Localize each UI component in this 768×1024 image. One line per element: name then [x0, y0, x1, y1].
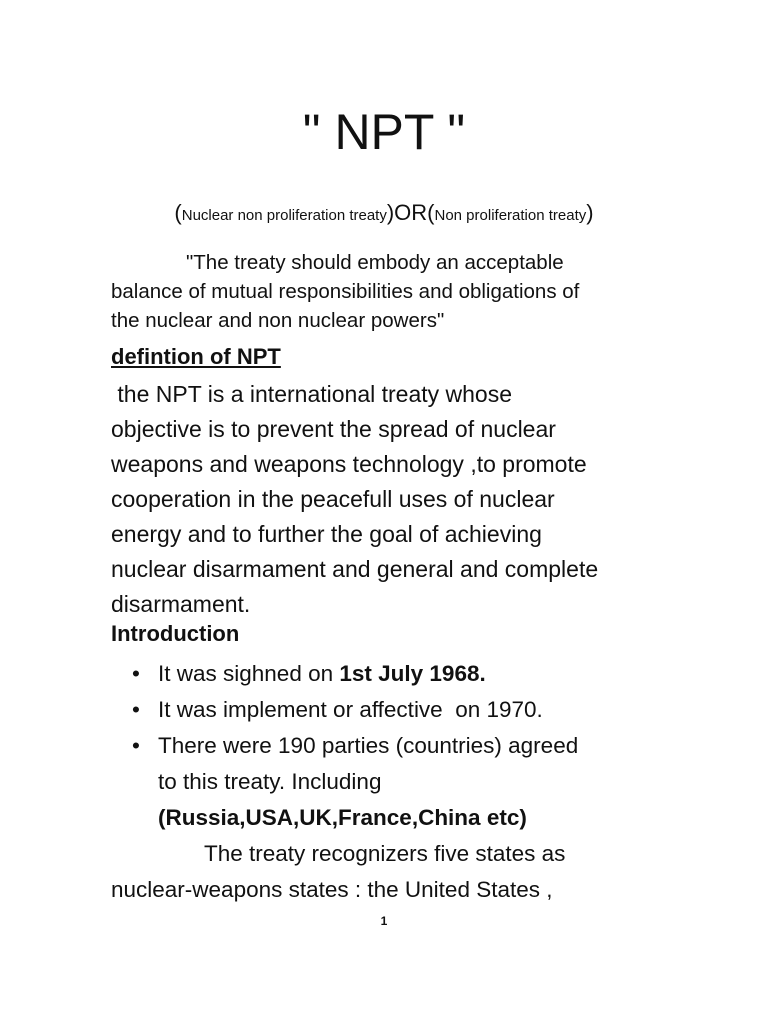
list-item-countries: (Russia,USA,UK,France,China etc)	[158, 805, 527, 830]
introduction-heading: Introduction	[111, 621, 240, 646]
page-title: " NPT "	[302, 104, 466, 160]
subtitle-or: )OR(	[386, 200, 435, 225]
bullet-icon: •	[132, 733, 140, 758]
bullet-icon: •	[132, 661, 140, 686]
list-item-text: It was sighned on	[158, 661, 340, 686]
opening-quote	[111, 248, 671, 335]
definition-line: the NPT is a international treaty whose	[111, 381, 513, 407]
quote-line: balance of mutual responsibilities and obligations of	[111, 280, 580, 303]
definition-line: disarmament.	[111, 591, 251, 617]
quote-line: the nuclear and non nuclear powers"	[111, 309, 445, 332]
list-item	[111, 692, 671, 728]
definition-line: weapons and weapons technology ,to promote	[111, 451, 587, 477]
quote-line: "The treaty should embody an acceptable	[186, 251, 564, 274]
closing-line: The treaty recognizers five states as	[204, 841, 566, 866]
list-item	[111, 728, 671, 764]
subtitle-close-paren: )	[586, 200, 594, 225]
page-number: 1	[380, 914, 388, 928]
page-subtitle	[0, 198, 768, 231]
bullet-icon: •	[132, 697, 140, 722]
list-item-text: There were 190 parties (countries) agreed	[158, 733, 579, 758]
subtitle-full-name: Nuclear non proliferation treaty	[181, 207, 387, 224]
definition-line: energy and to further the goal of achieving	[111, 521, 542, 547]
introduction-list	[111, 656, 671, 908]
definition-line: nuclear disarmament and general and complete	[111, 556, 599, 582]
closing-line: nuclear-weapons states : the United States ,	[111, 877, 553, 902]
definition-line: objective is to prevent the spread of nuclear	[111, 416, 556, 442]
subtitle-open-paren: (	[174, 200, 182, 225]
definition-heading: defintion of NPT	[111, 344, 281, 369]
definition-line: cooperation in the peacefull uses of nuclear	[111, 486, 555, 512]
list-item-text: It was implement or affective on 1970.	[158, 697, 543, 722]
list-item-date: 1st July 1968.	[339, 661, 486, 686]
subtitle-short-name: Non proliferation treaty	[434, 207, 587, 224]
list-item	[111, 656, 671, 692]
definition-paragraph	[111, 377, 671, 622]
list-item-continuation: to this treaty. Including	[158, 769, 382, 794]
